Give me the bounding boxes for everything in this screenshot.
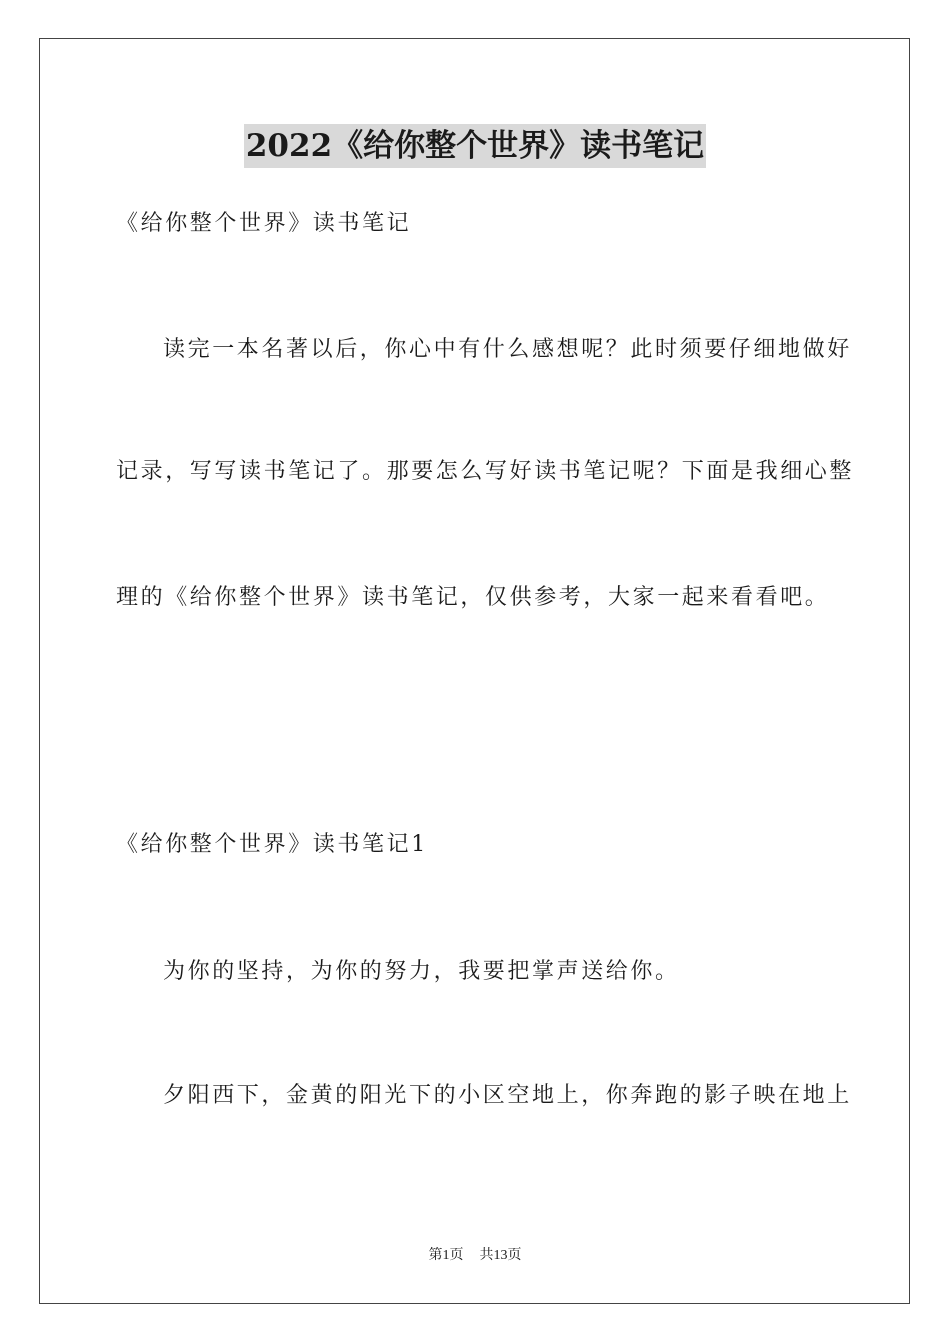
title-container: [0, 124, 950, 168]
section-line-2: 夕阳西下，金黄的阳光下的小区空地上，你奔跑的影子映在地上: [163, 1083, 852, 1108]
section-line-1: 为你的坚持，为你的努力，我要把掌声送给你。: [163, 959, 680, 984]
intro-line-3: 理的《给你整个世界》读书笔记，仅供参考，大家一起来看看吧。: [116, 585, 830, 610]
intro-line-1: 读完一本名著以后，你心中有什么感想呢？此时须要仔细地做好: [163, 337, 852, 362]
document-subtitle: 《给你整个世界》读书笔记: [116, 211, 412, 236]
page-total: 共13页: [479, 1248, 522, 1263]
page-footer: [0, 1246, 950, 1266]
page-number: 第1页: [428, 1248, 464, 1263]
section-heading: 《给你整个世界》读书笔记1: [116, 832, 428, 857]
document-title: 2022《给你整个世界》读书笔记: [244, 124, 706, 168]
intro-line-2: 记录，写写读书笔记了。那要怎么写好读书笔记呢？下面是我细心整: [116, 459, 855, 484]
